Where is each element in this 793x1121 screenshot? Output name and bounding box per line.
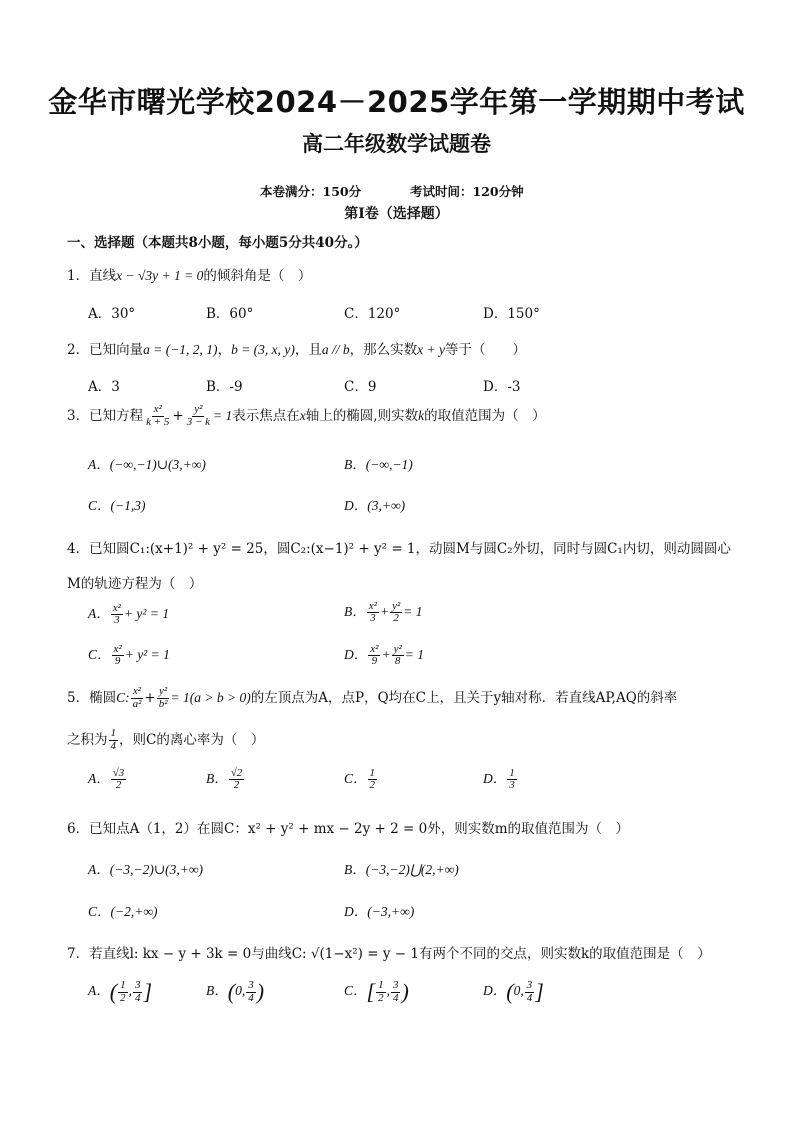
question-3: 3．已知方程 $\frac{\text{x²}}{k + 5}$ + $\frac{\text{y²}}{3 - k}$ = 1表示焦点在x轴上的椭圆,则实数k的取值范围为（ ）	[67, 403, 546, 428]
option-c: C．9	[344, 379, 377, 395]
question-4-line2: M的轨迹方程为（ ）	[67, 576, 203, 592]
score-label: 本卷满分：150分	[260, 184, 362, 199]
option-a: A．(−∞,−1)∪(3,+∞)	[88, 457, 206, 472]
fraction: $\frac{\text{y²}}{3 - k}$	[186, 403, 211, 428]
option-d: D． $\frac{1}{3}$	[483, 766, 515, 792]
question-number: 1．	[67, 268, 90, 284]
option-c: C．120°	[344, 306, 401, 322]
option-c: C．[ $\frac{1}{2}$ , $\frac{3}{4}$ )	[344, 978, 409, 1004]
option-a: A． $\frac{\text{x²}}{3}$ + y² = 1	[88, 601, 170, 627]
question-7	[67, 942, 711, 962]
section-heading: 一、选择题（本题共8小题，每小题5分共40分。）	[67, 235, 368, 251]
volume-label: 第Ⅰ卷（选择题）	[344, 206, 449, 222]
option-c: C． $\frac{1}{2}$	[344, 766, 376, 792]
question-5: 5．椭圆C: $\frac{\text{x²}}{\text{a²}}$ + $\frac{\text{y²}}{\text{b²}}$ = 1(a > b > 0)的左顶点为A，点P，Q均在C上，且关于y轴对称．若直线AP,AQ的斜率	[67, 685, 678, 710]
question-text: 已知点A（1，2）在圆C：x² + y² + mx − 2y + 2 = 0外，则实数m的取值范围为（ ）	[89, 821, 629, 837]
question-number: 5．	[67, 690, 90, 706]
question-number: 3．	[67, 408, 90, 424]
option-b: B． $\frac{\text{x²}}{3}$ + $\frac{\text{y²}}{2}$ = 1	[344, 599, 423, 625]
option-b: B．(−∞,−1)	[344, 457, 413, 472]
question-number: 6．	[67, 821, 90, 837]
option-d: D．-3	[483, 379, 521, 395]
option-d: D．150°	[483, 306, 540, 322]
option-a: A．(−3,−2)∪(3,+∞)	[88, 862, 203, 877]
question-number: 7．	[67, 946, 90, 962]
question-text: 已知向量	[89, 342, 144, 358]
option-b: B．(−3,−2)⋃(2,+∞)	[344, 862, 459, 877]
question-text: 若直线l: kx − y + 3k = 0与曲线C: √(1−x²) = y − 1有两个不同的交点，则实数k的取值范围是（ ）	[89, 946, 711, 962]
question-2: 2．已知向量a = (−1, 2, 1)，b = (3, x, y)，且a // b，那么实数x + y等于（ ）	[67, 342, 527, 358]
fraction: $\frac{\text{x²}}{k + 5}$	[146, 403, 170, 428]
option-a: A．( $\frac{1}{2}$ , $\frac{3}{4}$ ]	[88, 978, 153, 1004]
question-4	[67, 537, 731, 557]
option-c: C．(−2,+∞)	[88, 904, 158, 919]
question-text: 直线	[89, 268, 117, 284]
option-b: B．-9	[206, 379, 243, 395]
option-c: C．(−1,3)	[88, 498, 146, 513]
option-a: A．3	[88, 379, 120, 395]
option-d: D．(3,+∞)	[344, 498, 406, 513]
question-text: 已知圆C₁:(x+1)² + y² = 25，圆C₂:(x−1)² + y² = 1，动圆M与圆C₂外切，同时与圆C₁内切，则动圆圆心	[89, 541, 731, 557]
option-d: D．(0, $\frac{3}{4}$ ]	[483, 978, 544, 1004]
question-number: 2．	[67, 342, 90, 358]
exam-subtitle: 高二年级数学试题卷	[302, 132, 491, 156]
question-6	[67, 817, 629, 837]
question-5-line2: 之积为 $\frac{1}{4}$ ，则C的离心率为（ ）	[67, 727, 265, 752]
question-1	[67, 264, 311, 284]
question-expression: x − √3y + 1 = 0	[116, 268, 204, 283]
option-a: A．30°	[88, 306, 136, 322]
question-number: 4．	[67, 541, 90, 557]
vector-a: a = (−1, 2, 1)	[143, 342, 218, 357]
option-b: B． $\frac{√2}{2}$	[206, 766, 243, 792]
exam-title: 金华市曙光学校2024－2025学年第一学期期中考试	[48, 85, 745, 119]
option-d: D． $\frac{\text{x²}}{9}$ + $\frac{\text{y²}}{8}$ = 1	[344, 642, 424, 668]
option-b: B．(0, $\frac{3}{4}$ )	[206, 978, 265, 1004]
option-b: B．60°	[206, 306, 254, 322]
question-text: 的倾斜角是（ ）	[203, 268, 312, 284]
option-c: C． $\frac{\text{x²}}{9}$ + y² = 1	[88, 642, 170, 668]
option-a: A． $\frac{√3}{2}$	[88, 766, 125, 792]
option-d: D．(−3,+∞)	[344, 904, 415, 919]
vector-b: b = (3, x, y)	[231, 342, 295, 357]
time-label: 考试时间：120分钟	[410, 184, 524, 199]
parallel-condition: a // b	[321, 342, 350, 357]
